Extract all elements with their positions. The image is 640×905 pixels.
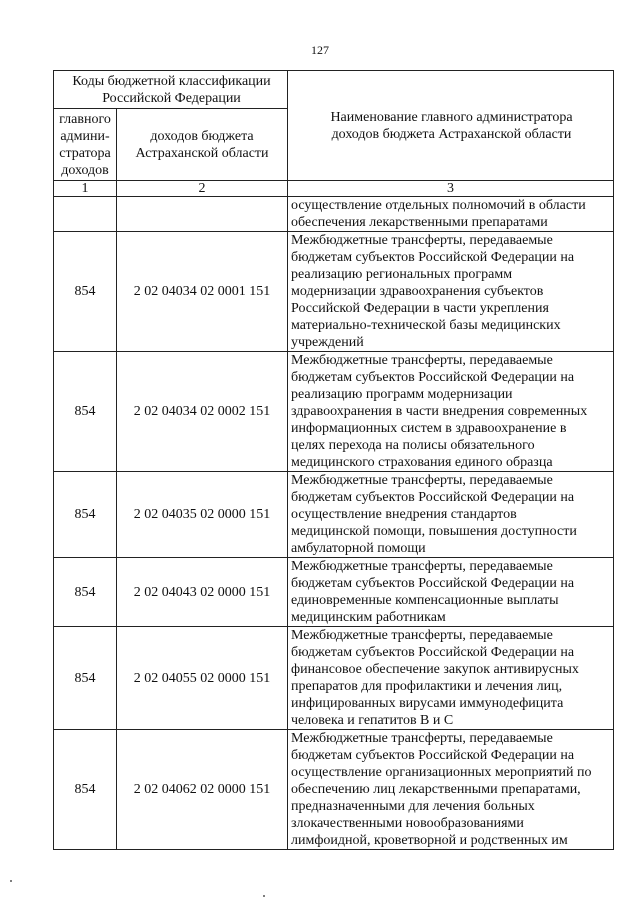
admin-code-cell: 854 [54, 730, 117, 850]
description-cell: Межбюджетные трансферты, передаваемые бюджетам субъектов Российской Федерации на финансовое обеспечение закупок антивирусных препаратов для профилактики и лечения лиц, инфицированных вирусами иммунодефицита человека и гепатитов В и С [288, 627, 614, 730]
income-code-cell: 2 02 04034 02 0002 151 [117, 352, 288, 472]
header-main-administrator: главного админи- стратора доходов [54, 109, 117, 181]
income-code-cell: 2 02 04062 02 0000 151 [117, 730, 288, 850]
column-number-1: 1 [54, 181, 117, 197]
admin-code-cell: 854 [54, 627, 117, 730]
income-code-cell: 2 02 04043 02 0000 151 [117, 558, 288, 627]
budget-classification-table [53, 70, 614, 850]
table-row [54, 232, 614, 352]
income-code-cell: 2 02 04055 02 0000 151 [117, 627, 288, 730]
admin-code-cell: 854 [54, 472, 117, 558]
column-number-row [54, 181, 614, 197]
column-number-3: 3 [288, 181, 614, 197]
admin-code-cell: 854 [54, 232, 117, 352]
scan-speck [10, 880, 12, 882]
table-row [54, 558, 614, 627]
description-cell: осуществление отдельных полномочий в области обеспечения лекарственными препаратами [288, 197, 614, 232]
table-row [54, 197, 614, 232]
description-cell: Межбюджетные трансферты, передаваемые бюджетам субъектов Российской Федерации на реализацию программ модернизации здравоохранения в части внедрения современных информационных систем в здравоохранение в целях перехода на полисы обязательного медицинского страхования единого образца [288, 352, 614, 472]
admin-code-cell [54, 197, 117, 232]
admin-code-cell: 854 [54, 352, 117, 472]
table-row [54, 627, 614, 730]
admin-code-cell: 854 [54, 558, 117, 627]
income-code-cell: 2 02 04034 02 0001 151 [117, 232, 288, 352]
column-number-2: 2 [117, 181, 288, 197]
header-administrator-name: Наименование главного администратора доходов бюджета Астраханской области [288, 71, 614, 181]
table-header-row [54, 71, 614, 109]
table-row [54, 472, 614, 558]
description-cell: Межбюджетные трансферты, передаваемые бюджетам субъектов Российской Федерации на единовременные компенсационные выплаты медицинским работникам [288, 558, 614, 627]
description-cell: Межбюджетные трансферты, передаваемые бюджетам субъектов Российской Федерации на осуществление внедрения стандартов медицинской помощи, повышения доступности амбулаторной помощи [288, 472, 614, 558]
table-row [54, 730, 614, 850]
header-budget-codes: Коды бюджетной классификации Российской Федерации [54, 71, 288, 109]
income-code-cell: 2 02 04035 02 0000 151 [117, 472, 288, 558]
table-row [54, 352, 614, 472]
scan-speck [263, 895, 265, 897]
description-cell: Межбюджетные трансферты, передаваемые бюджетам субъектов Российской Федерации на реализацию региональных программ модернизации здравоохранения субъектов Российской Федерации в части укрепления материально-технической базы медицинских учреждений [288, 232, 614, 352]
page-number: 127 [311, 43, 329, 57]
header-regional-income: доходов бюджета Астраханской области [117, 109, 288, 181]
income-code-cell [117, 197, 288, 232]
description-cell: Межбюджетные трансферты, передаваемые бюджетам субъектов Российской Федерации на осуществление организационных мероприятий по обеспечению лиц лекарственными препаратами, предназначенными для лечения больных злокачественными новообразованиями лимфоидной, кроветворной и родственных им [288, 730, 614, 850]
